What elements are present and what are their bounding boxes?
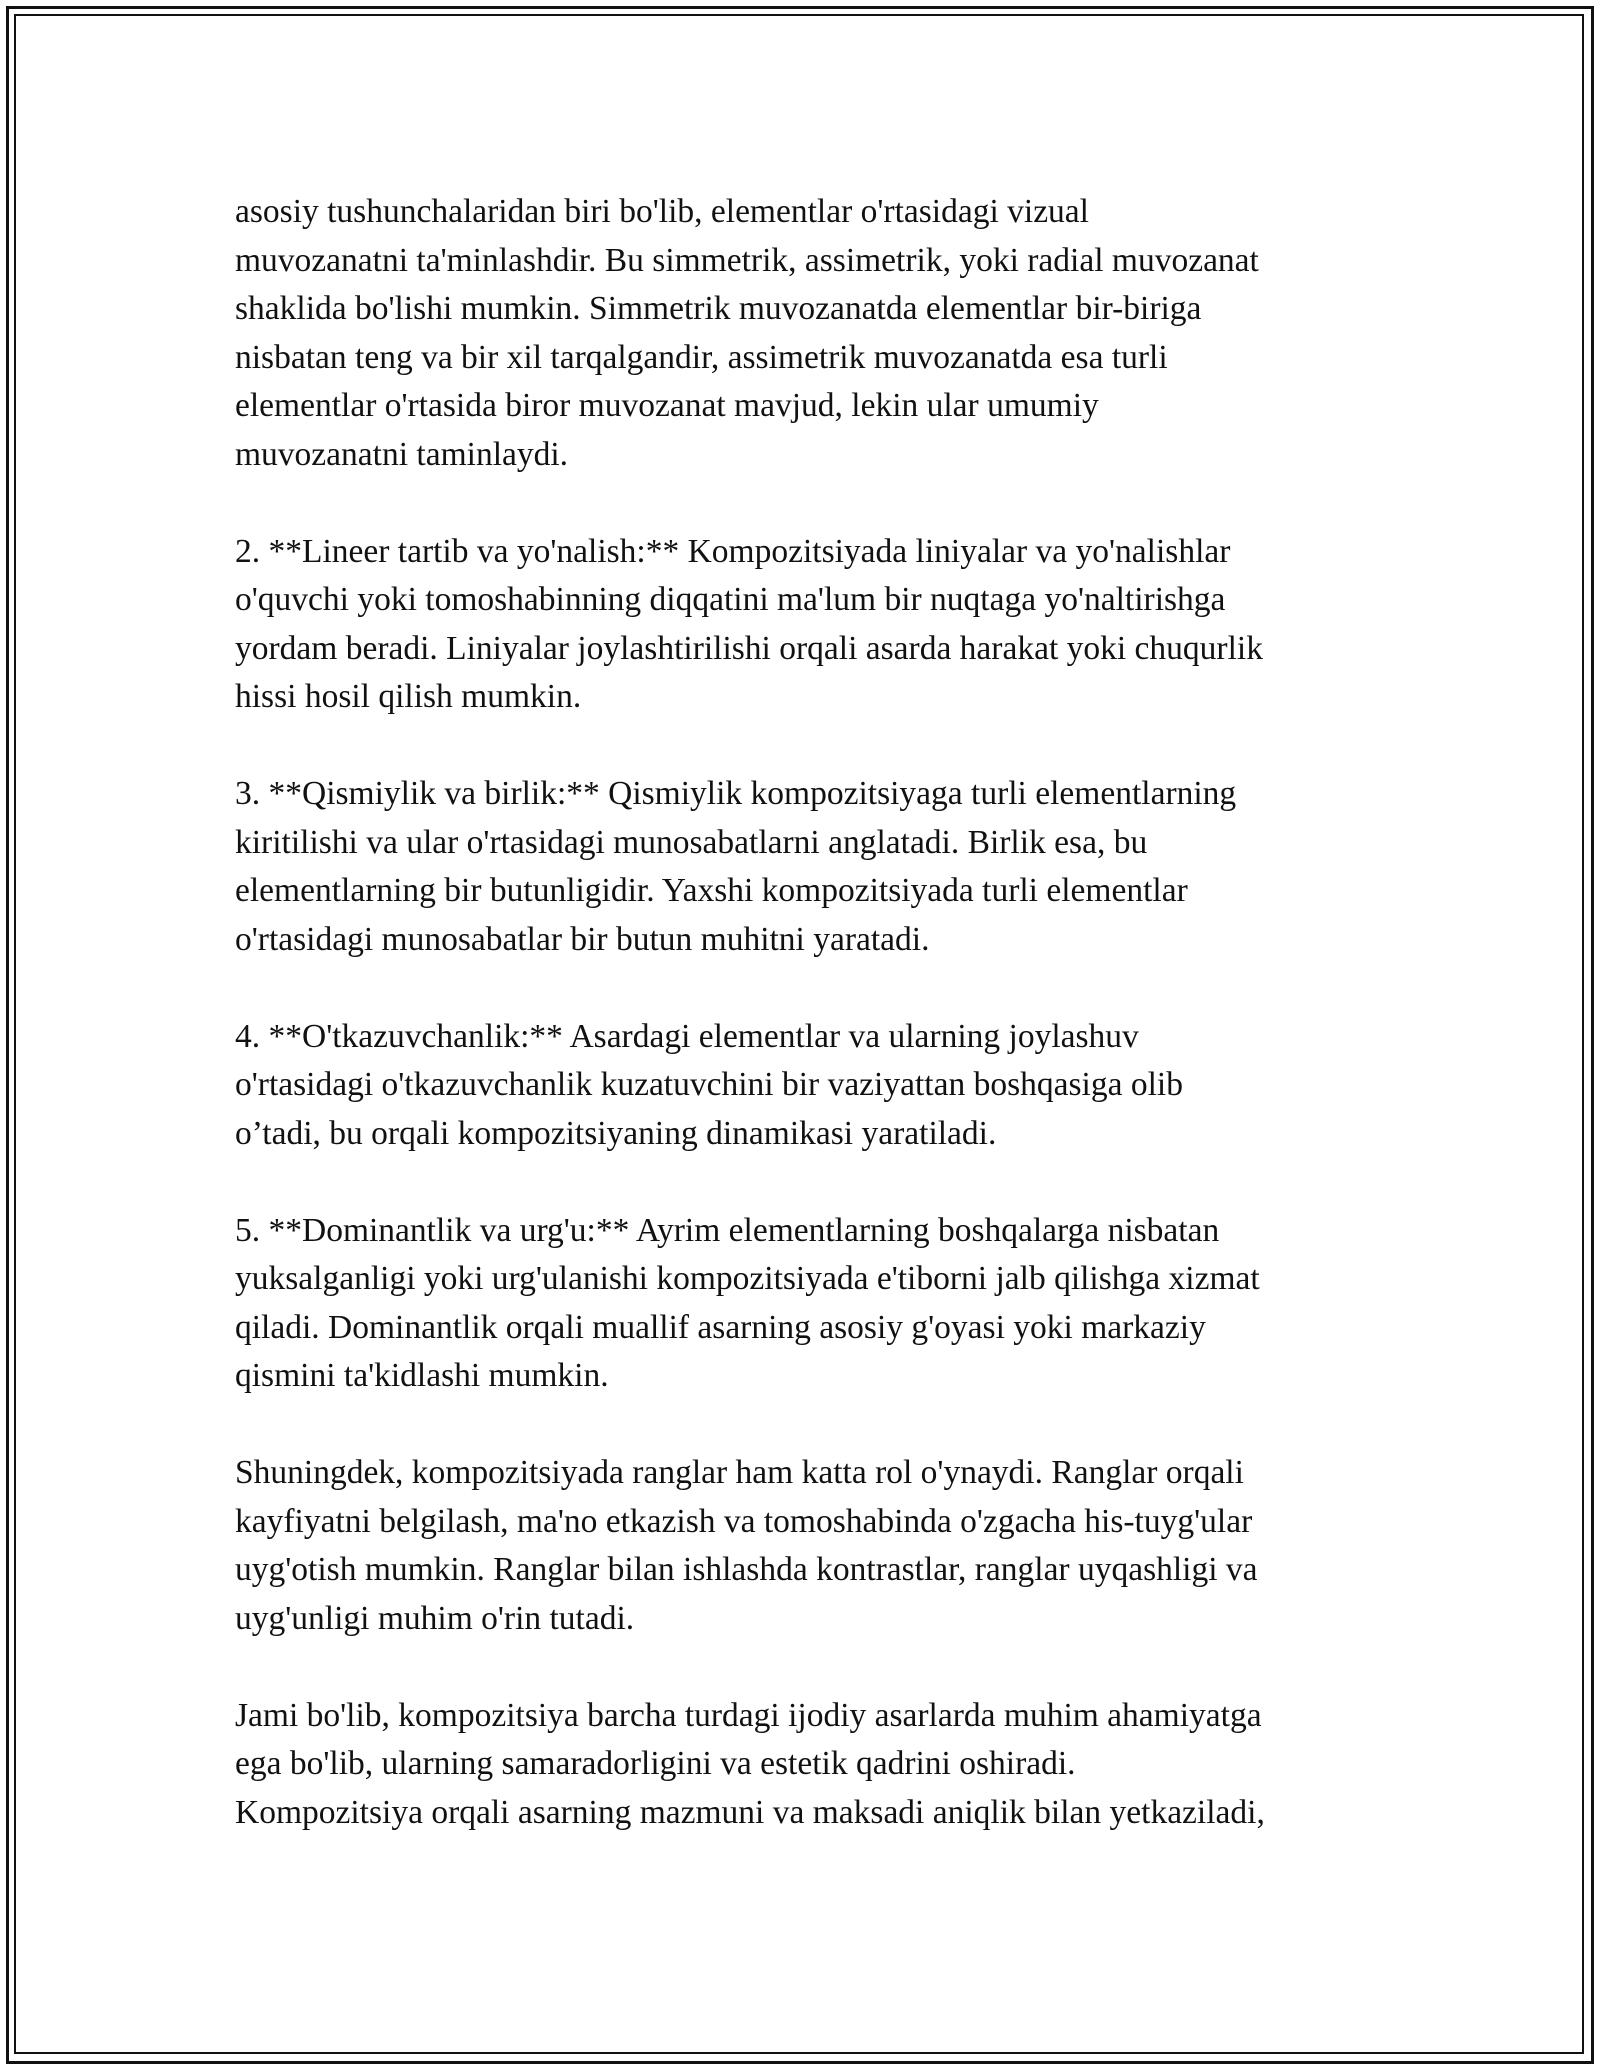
text-line: 3. **Qismiylik va birlik:** Qismiylik kompozitsiyaga turli elementlarning (235, 775, 1237, 812)
text-line: shaklida bo'lishi mumkin. Simmetrik muvozanatda elementlar bir-biriga (235, 290, 1202, 327)
text-line: ega bo'lib, ularning samaradorligini va estetik qadrini oshiradi. (235, 1745, 1076, 1782)
text-line: Jami bo'lib, kompozitsiya barcha turdagi ijodiy asarlarda muhim ahamiyatga (235, 1696, 1262, 1734)
text-line: yordam beradi. Liniyalar joylashtirilishi orqali asarda harakat yoki chuqurlik (235, 629, 1263, 667)
text-line: 4. **O'tkazuvchanlik:** Asardagi elementlar va ularning joylashuv (235, 1017, 1139, 1055)
text-line: 5. **Dominantlik va urg'u:** Ayrim elementlarning boshqalarga nisbatan (235, 1211, 1220, 1249)
text-line: 2. **Lineer tartib va yo'nalish:** Kompozitsiyada liniyalar va yo'nalishlar (235, 532, 1231, 570)
text-line: o'quvchi yoki tomoshabinning diqqatini ma'lum bir nuqtaga yo'naltirishga (235, 581, 1226, 618)
document-body (235, 188, 1385, 1837)
text-line: muvozanatni taminlaydi. (235, 435, 569, 473)
text-line: nisbatan teng va bir xil tarqalgandir, assimetrik muvozanatda esa turli (235, 338, 1168, 376)
text-line: yuksalganligi yoki urg'ulanishi kompozitsiyada e'tiborni jalb qilishga xizmat (235, 1260, 1260, 1297)
paragraph-item-5 (235, 1207, 1385, 1401)
text-line: kayfiyatni belgilash, ma'no etkazish va tomoshabinda o'zgacha his-tuyg'ular (235, 1502, 1253, 1540)
text-line: o'rtasidagi munosabatlar bir butun muhitni yaratadi. (235, 920, 930, 958)
paragraph-item-3 (235, 770, 1385, 964)
text-line: muvozanatni ta'minlashdir. Bu simmetrik, assimetrik, yoki radial muvozanat (235, 241, 1259, 279)
text-line: uyg'otish mumkin. Ranglar bilan ishlashda kontrastlar, ranglar uyqashligi va (235, 1551, 1258, 1588)
paragraph-item-4 (235, 1013, 1385, 1159)
text-line: o'rtasidagi o'tkazuvchanlik kuzatuvchini bir vaziyattan boshqasiga olib (235, 1066, 1183, 1103)
text-line: Shuningdek, kompozitsiyada ranglar ham katta rol o'ynaydi. Ranglar orqali (235, 1454, 1244, 1491)
paragraph-conclusion (235, 1692, 1385, 1838)
paragraph-colors (235, 1449, 1385, 1643)
text-line: Kompozitsiya orqali asarning mazmuni va maksadi aniqlik bilan yetkaziladi, (235, 1793, 1265, 1831)
text-line: asosiy tushunchalaridan biri bo'lib, elementlar o'rtasidagi vizual (235, 193, 1089, 230)
text-line: hissi hosil qilish mumkin. (235, 678, 582, 715)
text-line: qismini ta'kidlashi mumkin. (235, 1357, 609, 1394)
paragraph-balance (235, 188, 1385, 479)
text-line: uyg'unligi muhim o'rin tutadi. (235, 1599, 635, 1637)
paragraph-item-2 (235, 528, 1385, 722)
text-line: elementlarning bir butunligidir. Yaxshi kompozitsiyada turli elementlar (235, 872, 1188, 909)
text-line: elementlar o'rtasida biror muvozanat mavjud, lekin ular umumiy (235, 387, 1099, 424)
text-line: o’tadi, bu orqali kompozitsiyaning dinamikasi yaratiladi. (235, 1114, 997, 1152)
text-line: qiladi. Dominantlik orqali muallif asarning asosiy g'oyasi yoki markaziy (235, 1308, 1206, 1346)
text-line: kiritilishi va ular o'rtasidagi munosabatlarni anglatadi. Birlik esa, bu (235, 823, 1148, 861)
